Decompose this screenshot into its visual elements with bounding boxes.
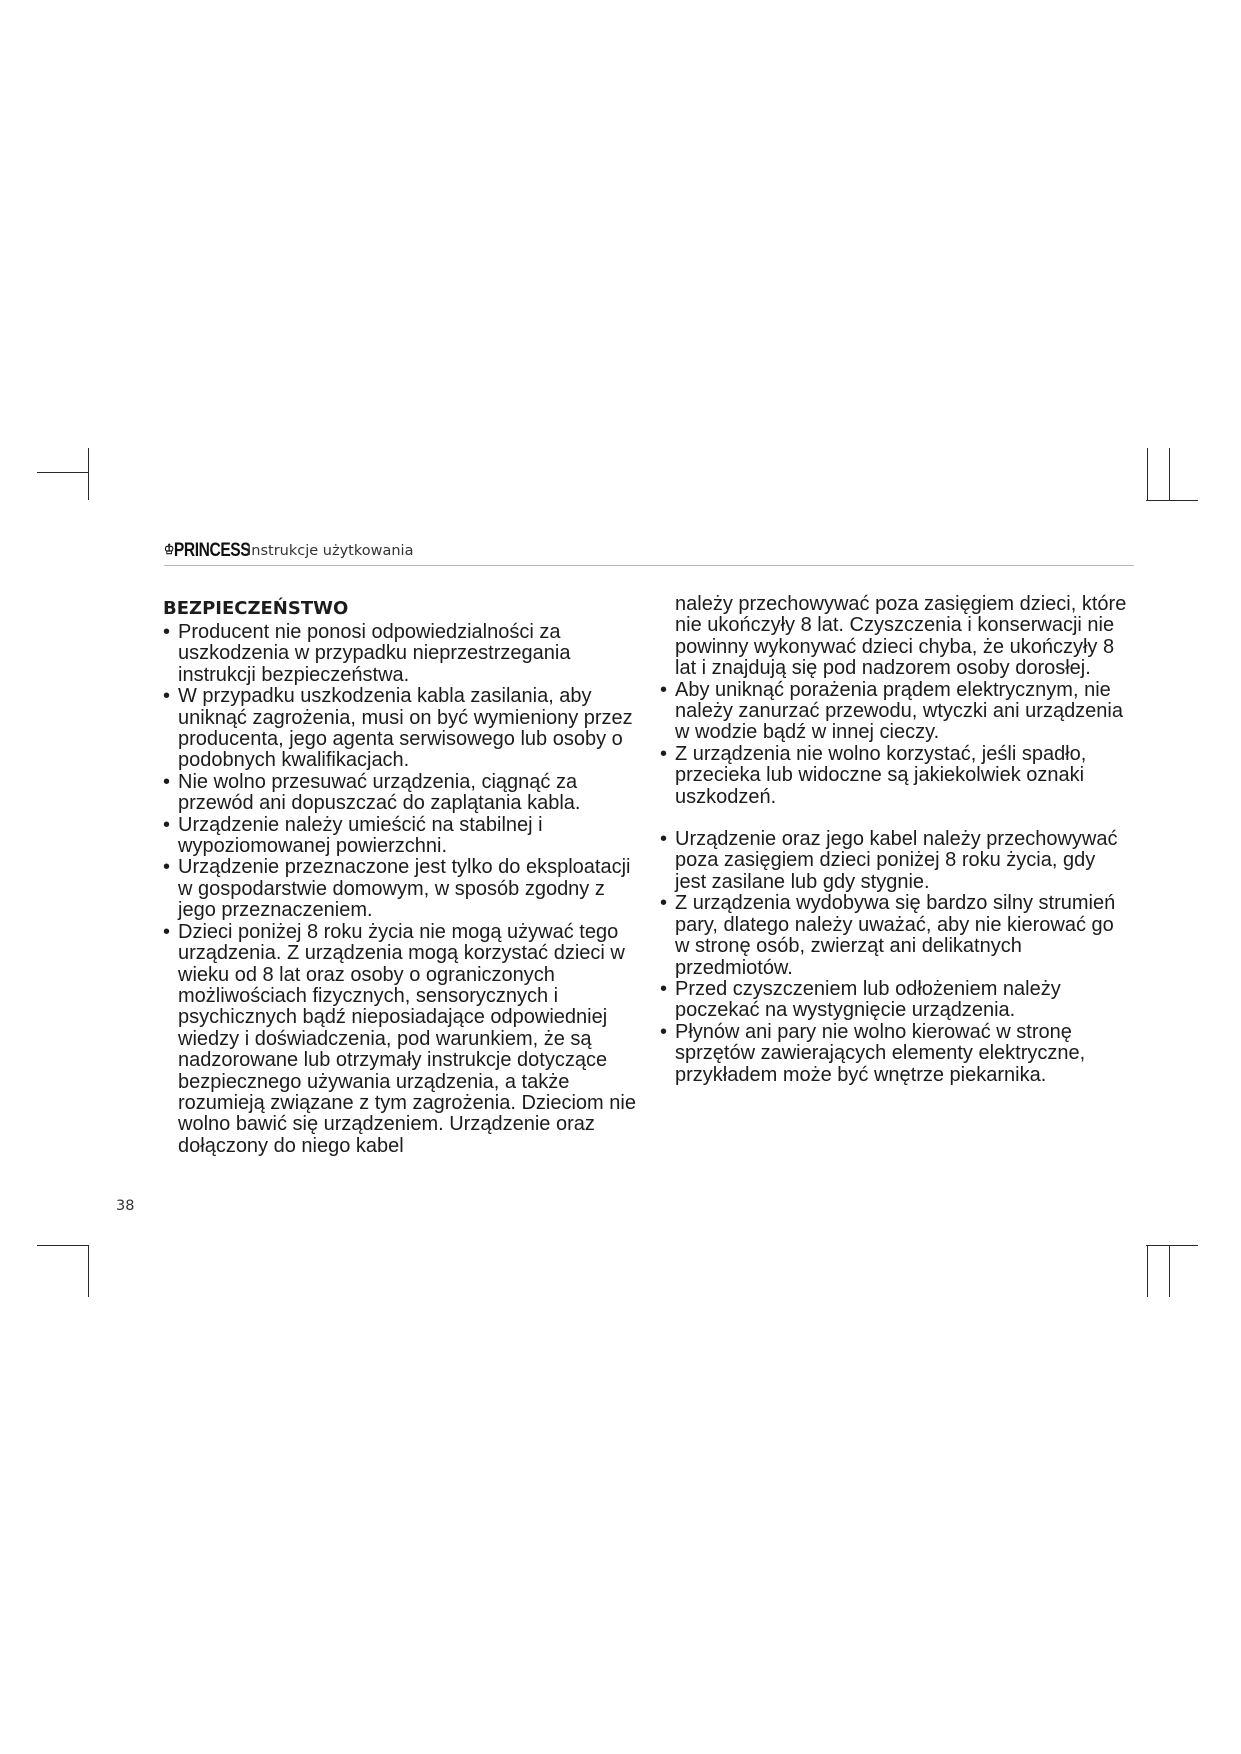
brand-logo	[164, 540, 250, 562]
list-item: • Płynów ani pary nie wolno kierować w stronę sprzętów zawierających elementy elektryczne, przykładem może być wnętrze piekarnika.	[660, 1022, 1130, 1086]
list-item-continuation: należy przechowywać poza zasięgiem dzieci, które nie ukończyły 8 lat. Czyszczenia i konserwacji nie powinny wykonywać dzieci chyba, że ukończyły 8 lat i znajdują się pod nadzorem osoby dorosłej.	[675, 593, 1127, 680]
list-item: • Przed czyszczeniem lub odłożeniem należy poczekać na wystygnięcie urządzenia.	[660, 979, 1130, 1022]
right-column	[660, 594, 1130, 1086]
crop-mark	[1146, 1245, 1198, 1246]
crop-mark	[1146, 500, 1198, 501]
list-item: • Urządzenie oraz jego kabel należy przechowywać poza zasięgiem dzieci poniżej 8 roku życia, gdy jest zasilane lub gdy stygnie.	[660, 829, 1130, 893]
list-item: • Z urządzenia nie wolno korzystać, jeśli spadło, przecieka lub widoczne są jakiekolwiek oznaki uszkodzeń.	[660, 744, 1130, 808]
crop-mark	[1169, 448, 1170, 500]
list-item: • Aby uniknąć porażenia prądem elektrycznym, nie należy zanurzać przewodu, wtyczki ani urządzenia w wodzie bądź w innej cieczy.	[660, 680, 1130, 744]
crown-icon: ♔	[164, 541, 174, 557]
list-item: • Nie wolno przesuwać urządzenia, ciągnąć za przewód ani dopuszczać do zaplątania kabla.	[163, 772, 643, 815]
crop-mark	[37, 1245, 89, 1246]
list-item: • Dzieci poniżej 8 roku życia nie mogą używać tego urządzenia. Z urządzenia mogą korzystać dzieci w wieku od 8 lat oraz osoby o ograniczonych możliwościach fizycznych, sensorycznych i psychicznych bądź nieposiadające odpowiedniej wiedzy i doświadczenia, pod warunkiem, że są nadzorowane lub otrzymały instrukcje dotyczące bezpiecznego używania urządzenia, a także rozumieją związane z tym zagrożenia. Dzieciom nie wolno bawić się urządzeniem. Urządzenie oraz dołączony do niego kabel	[163, 922, 643, 1157]
crop-mark	[1147, 448, 1148, 500]
header-divider	[164, 565, 1134, 566]
list-item: • Urządzenie należy umieścić na stabilnej i wypoziomowanej powierzchni.	[163, 815, 643, 858]
list-item: • Z urządzenia wydobywa się bardzo silny strumień pary, dlatego należy uważać, aby nie kierować go w stronę osób, zwierząt ani delikatnych przedmiotów.	[660, 893, 1130, 979]
list-item: • W przypadku uszkodzenia kabla zasilania, aby uniknąć zagrożenia, musi on być wymieniony przez producenta, jego agenta serwisowego lub osoby o podobnych kwalifikacjach.	[163, 686, 643, 772]
brand-name: PRINCESS	[173, 540, 251, 561]
left-column	[163, 598, 643, 1157]
list-item: • Urządzenie przeznaczone jest tylko do eksploatacji w gospodarstwie domowym, w sposób zgodny z jego przeznaczeniem.	[163, 857, 643, 921]
section-heading: BEZPIECZEŃSTWO	[163, 598, 349, 619]
crop-mark	[88, 448, 89, 500]
crop-mark	[1147, 1245, 1148, 1297]
list-item: • Producent nie ponosi odpowiedzialności za uszkodzenia w przypadku nieprzestrzegania instrukcji bezpieczeństwa.	[163, 622, 643, 686]
page-title: Instrukcje użytkowania	[247, 543, 414, 559]
crop-mark	[37, 472, 89, 473]
crop-mark	[1169, 1245, 1170, 1297]
page-header	[164, 538, 1134, 564]
page-number: 38	[116, 1198, 135, 1214]
spacer	[660, 808, 1130, 829]
crop-mark	[88, 1245, 89, 1297]
